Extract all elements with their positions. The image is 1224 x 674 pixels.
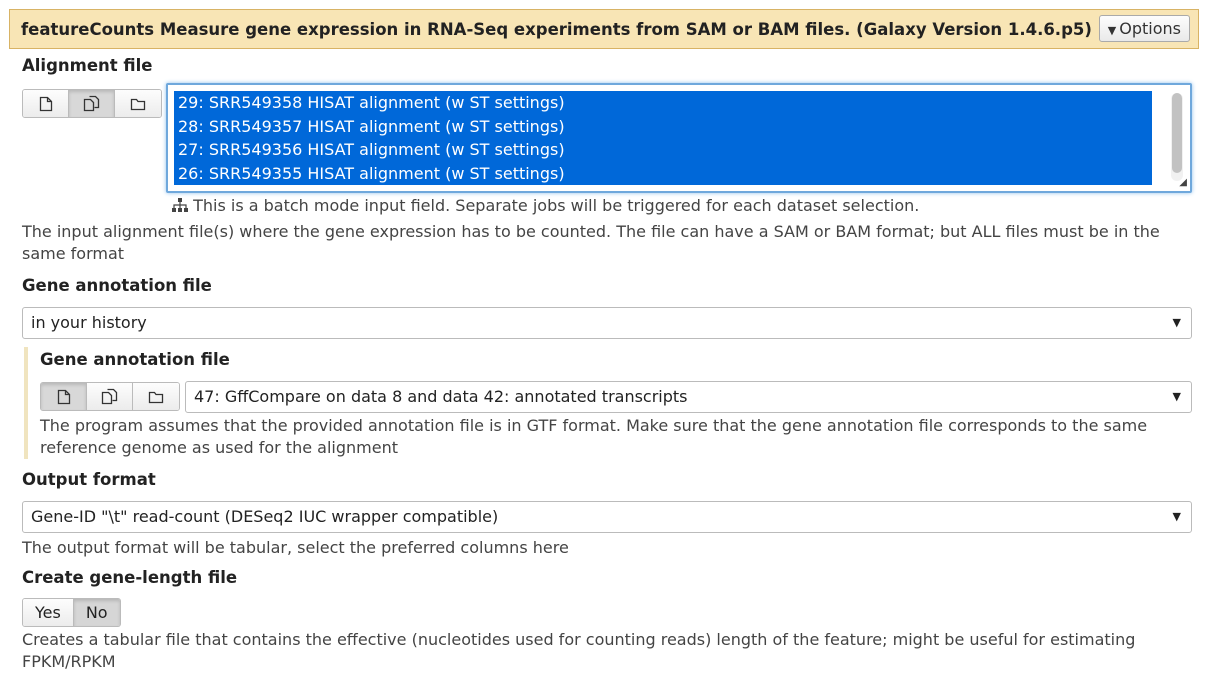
annotation-file-help: The program assumes that the provided annotation file is in GTF format. Make sure that the gene annotation file corresponds to the same reference genome as used for the alignment: [40, 416, 1148, 457]
gene-length-help: Creates a tabular file that contains the effective (nucleotides used for counting reads) length of the feature; might be useful for estimating FPKM/RPKM: [22, 630, 1136, 671]
scrollbar-thumb[interactable]: [1172, 93, 1182, 173]
files-icon: [101, 388, 119, 405]
no-button[interactable]: No: [73, 599, 120, 626]
output-format-label: Output format: [22, 470, 156, 489]
alignment-options-list: [174, 91, 1152, 185]
output-format-select[interactable]: [22, 501, 1192, 533]
tool-title: featureCounts Measure gene expression in RNA-Seq experiments from SAM or BAM files. (Galaxy Version 1.4.6.p5): [21, 20, 1092, 39]
output-format-value: Gene-ID "\t" read-count (DESeq2 IUC wrapper compatible): [31, 507, 499, 526]
batch-note-text: This is a batch mode input field. Separate jobs will be triggered for each dataset selection.: [193, 196, 920, 215]
annotation-file-select[interactable]: [185, 381, 1192, 413]
files-icon: [83, 95, 101, 112]
annotation-file-value: 47: GffCompare on data 8 and data 42: annotated transcripts: [194, 387, 688, 406]
caret-down-icon: ▼: [1172, 316, 1181, 329]
alignment-multiselect[interactable]: [166, 83, 1192, 193]
resize-handle-icon[interactable]: ◢: [1179, 177, 1187, 188]
annotation-source-select[interactable]: [22, 307, 1192, 339]
caret-down-icon: ▼: [1172, 510, 1181, 523]
options-button[interactable]: [1099, 15, 1190, 42]
single-dataset-button[interactable]: [41, 383, 87, 410]
caret-down-icon: ▼: [1107, 24, 1117, 37]
annotation-source-value: in your history: [31, 313, 147, 332]
alignment-input-mode-group: [22, 89, 162, 118]
dataset-collection-button[interactable]: [133, 383, 179, 410]
folder-icon: [148, 390, 164, 404]
alignment-option[interactable]: 28: SRR549357 HISAT alignment (w ST settings): [178, 116, 565, 136]
alignment-option[interactable]: 26: SRR549355 HISAT alignment (w ST settings): [178, 163, 565, 183]
annotation-source-label: Gene annotation file: [22, 276, 212, 295]
alignment-file-label: Alignment file: [22, 56, 153, 75]
folder-icon: [130, 97, 146, 111]
multiple-datasets-button[interactable]: [69, 90, 115, 117]
dataset-collection-button[interactable]: [115, 90, 161, 117]
gene-length-toggle: [22, 598, 121, 627]
batch-mode-note: [172, 196, 919, 215]
file-icon: [39, 96, 53, 112]
yes-button[interactable]: Yes: [23, 599, 73, 626]
sitemap-icon: [172, 198, 188, 212]
file-icon: [57, 389, 71, 405]
caret-down-icon: ▼: [1172, 390, 1181, 403]
alignment-option[interactable]: 29: SRR549358 HISAT alignment (w ST settings): [178, 93, 565, 112]
annotation-input-mode-group: [40, 382, 180, 411]
options-label: Options: [1119, 19, 1181, 38]
conditional-section-bar: [24, 347, 28, 459]
gene-length-label: Create gene-length file: [22, 568, 238, 587]
alignment-help: The input alignment file(s) where the gene expression has to be counted. The file can have a SAM or BAM format; but ALL files must be in the same format: [22, 222, 1160, 263]
annotation-file-label: Gene annotation file: [40, 350, 230, 369]
vertical-scrollbar[interactable]: [1171, 93, 1183, 181]
output-format-help: The output format will be tabular, select the preferred columns here: [22, 538, 569, 557]
multiple-datasets-button[interactable]: [87, 383, 133, 410]
alignment-option[interactable]: 27: SRR549356 HISAT alignment (w ST settings): [178, 140, 565, 159]
single-dataset-button[interactable]: [23, 90, 69, 117]
tool-header: [9, 9, 1199, 49]
